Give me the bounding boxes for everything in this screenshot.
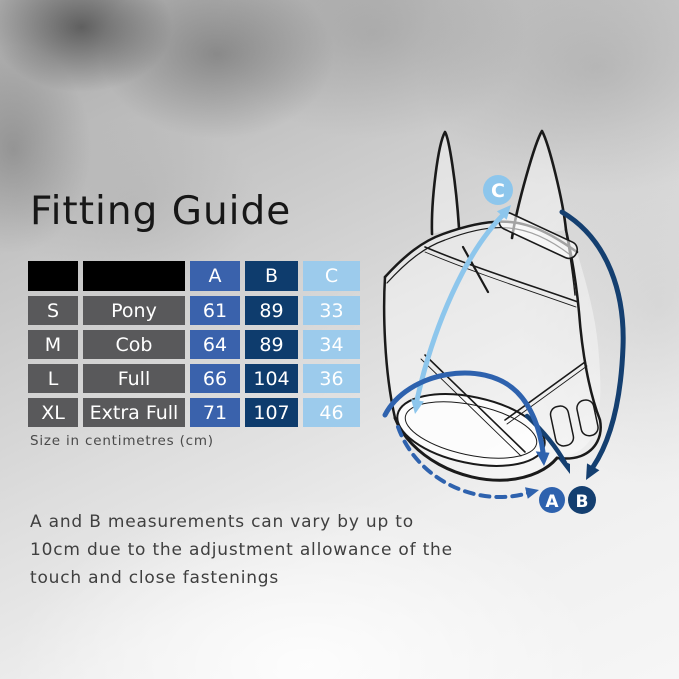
svg-text:A: A: [545, 492, 559, 512]
label-badge-c: [483, 175, 513, 205]
label-badge-b: [568, 486, 596, 514]
fly-mask-diagram: [365, 100, 677, 530]
value-c-cell: 33: [303, 296, 360, 325]
size-cell: XL: [28, 398, 78, 427]
size-cell: S: [28, 296, 78, 325]
header-col-c: C: [303, 261, 360, 291]
value-c-cell: 46: [303, 398, 360, 427]
value-c-cell: 34: [303, 330, 360, 359]
arrowhead-icon: [525, 487, 539, 499]
header-blank-name: [83, 261, 185, 291]
page-title: Fitting Guide: [30, 189, 292, 234]
header-col-a: A: [190, 261, 240, 291]
name-cell: Cob: [83, 330, 185, 359]
value-b-cell: 104: [245, 364, 298, 393]
label-badge-a: [539, 487, 565, 513]
size-cell: L: [28, 364, 78, 393]
header-col-b: B: [245, 261, 298, 291]
table-row: [28, 398, 360, 427]
measurement-note-line: 10cm due to the adjustment allowance of the: [30, 540, 453, 560]
svg-text:C: C: [491, 180, 505, 202]
value-b-cell: 89: [245, 330, 298, 359]
svg-text:B: B: [575, 492, 589, 512]
name-cell: Full: [83, 364, 185, 393]
value-a-cell: 64: [190, 330, 240, 359]
value-a-cell: 71: [190, 398, 240, 427]
table-row: [28, 364, 360, 393]
name-cell: Pony: [83, 296, 185, 325]
value-a-cell: 66: [190, 364, 240, 393]
measurement-note-line: A and B measurements can vary by up to: [30, 512, 414, 532]
table-row: [28, 296, 360, 325]
size-unit-note: Size in centimetres (cm): [30, 433, 214, 449]
table-header-row: [28, 261, 360, 291]
left-ear: [432, 132, 459, 234]
size-table: [23, 256, 365, 432]
value-b-cell: 89: [245, 296, 298, 325]
table-row: [28, 330, 360, 359]
header-blank-size: [28, 261, 78, 291]
value-b-cell: 107: [245, 398, 298, 427]
value-a-cell: 61: [190, 296, 240, 325]
measurement-note-line: touch and close fastenings: [30, 568, 280, 588]
name-cell: Extra Full: [83, 398, 185, 427]
value-c-cell: 36: [303, 364, 360, 393]
size-cell: M: [28, 330, 78, 359]
